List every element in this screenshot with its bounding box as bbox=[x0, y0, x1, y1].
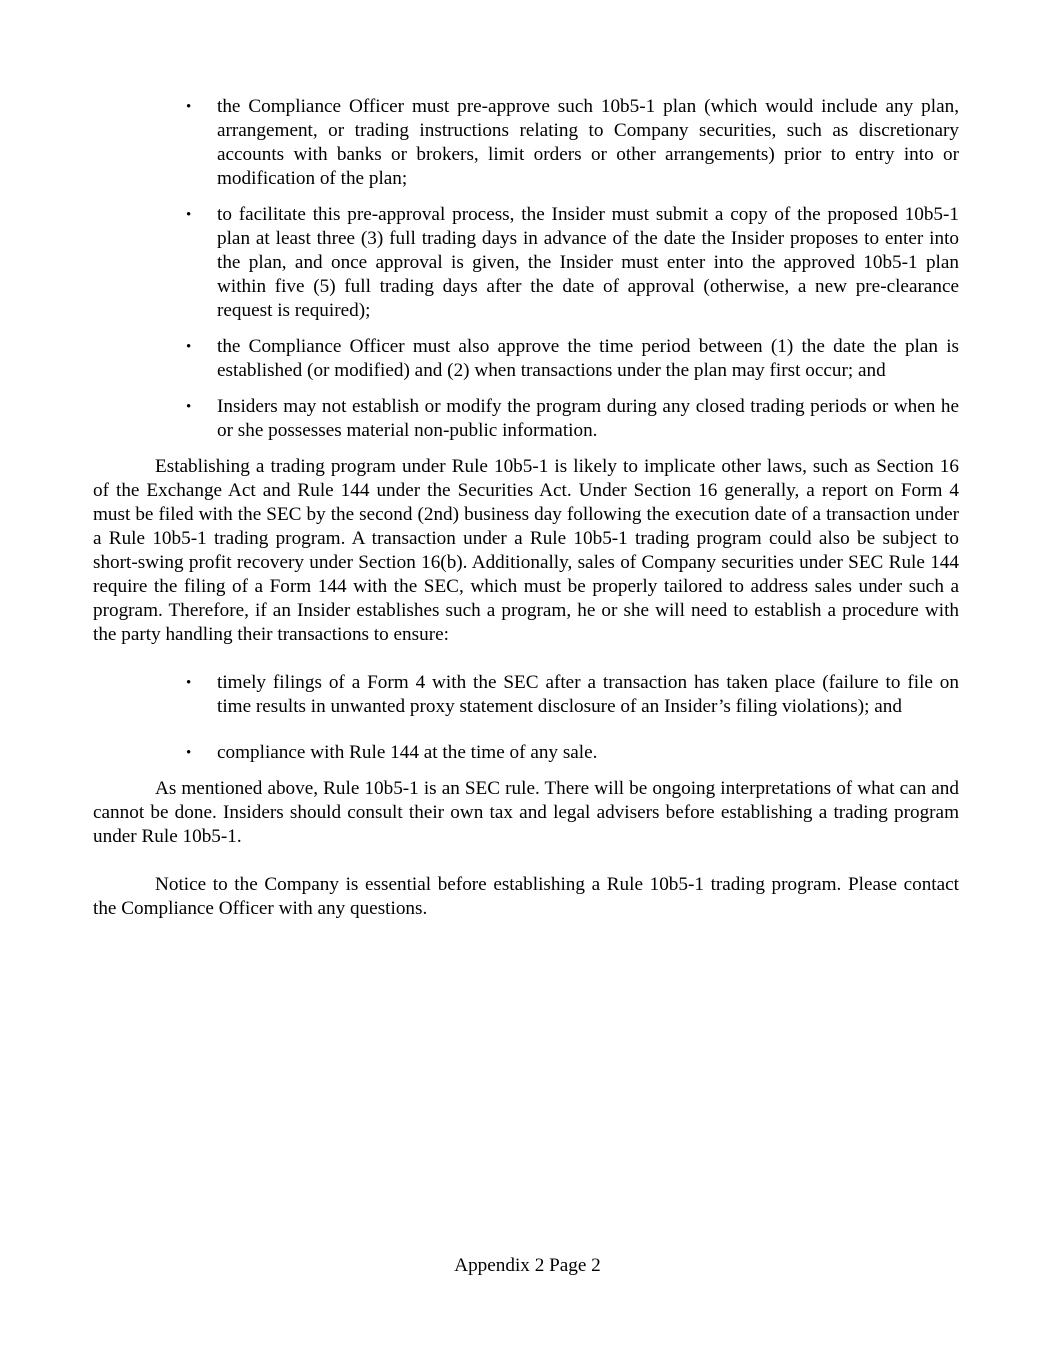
list-item-text: to facilitate this pre-approval process, the Insider must submit a copy of the proposed 10b5-1 plan at least three (3) full trading days in advance of the date the Insider proposes to enter into the plan, and once approval is given, the Insider must enter into the approved 10b5-1 plan within five (5) full trading days after the date of approval (otherwise, a new pre-clearance request is required); bbox=[217, 204, 959, 321]
list-item-text: compliance with Rule 144 at the time of any sale. bbox=[217, 742, 598, 763]
list-item bbox=[186, 335, 959, 383]
bullet-icon: • bbox=[186, 339, 192, 355]
plan-requirements-list bbox=[93, 95, 959, 443]
list-item-text: Insiders may not establish or modify the program during any closed trading periods or when he or she possesses material non-public information. bbox=[217, 396, 959, 441]
bullet-icon: • bbox=[186, 99, 192, 115]
list-item-text: the Compliance Officer must pre-approve such 10b5-1 plan (which would include any plan, arrangement, or trading instructions relating to Company securities, such as discretionary accounts with banks or brokers, limit orders or other arrangements) prior to entry into or modification of the plan; bbox=[217, 96, 959, 189]
list-item bbox=[186, 741, 959, 765]
bullet-icon: • bbox=[186, 399, 192, 415]
list-item bbox=[186, 203, 959, 323]
list-item bbox=[186, 395, 959, 443]
bullet-icon: • bbox=[186, 745, 192, 761]
list-item-text: timely filings of a Form 4 with the SEC after a transaction has taken place (failure to file on time results in unwanted proxy statement disclosure of an Insider’s filing violations); and bbox=[217, 672, 959, 717]
list-item bbox=[186, 671, 959, 719]
body-paragraph-other-laws: Establishing a trading program under Rule 10b5-1 is likely to implicate other laws, such as Section 16 of the Exchange Act and Rule 144 under the Securities Act. Under Section 16 generally, a report on Form 4 must be filed with the SEC by the second (2nd) business day following the execution date of a transaction under a Rule 10b5-1 trading program. A transaction under a Rule 10b5-1 trading program could also be subject to short-swing profit recovery under Section 16(b). Additionally, sales of Company securities under SEC Rule 144 require the filing of a Form 144 with the SEC, which must be properly tailored to address sales under such a program. Therefore, if an Insider establishes such a program, he or she will need to establish a procedure with the party handling their transactions to ensure: bbox=[93, 456, 959, 645]
list-item-text: the Compliance Officer must also approve the time period between (1) the date the plan is established (or modified) and (2) when transactions under the plan may first occur; and bbox=[217, 336, 959, 381]
list-item bbox=[186, 95, 959, 191]
ensure-list bbox=[93, 671, 959, 765]
page-footer: Appendix 2 Page 2 bbox=[454, 1255, 601, 1276]
document-body bbox=[93, 95, 959, 945]
bullet-icon: • bbox=[186, 207, 192, 223]
bullet-icon: • bbox=[186, 675, 192, 691]
body-paragraph-interpretations: As mentioned above, Rule 10b5-1 is an SEC rule. There will be ongoing interpretations of what can and cannot be done. Insiders should consult their own tax and legal advisers before establishing a trading program under Rule 10b5-1. bbox=[93, 778, 959, 847]
body-paragraph-notice: Notice to the Company is essential before establishing a Rule 10b5-1 trading program. Please contact the Compliance Officer with any questions. bbox=[93, 874, 959, 919]
